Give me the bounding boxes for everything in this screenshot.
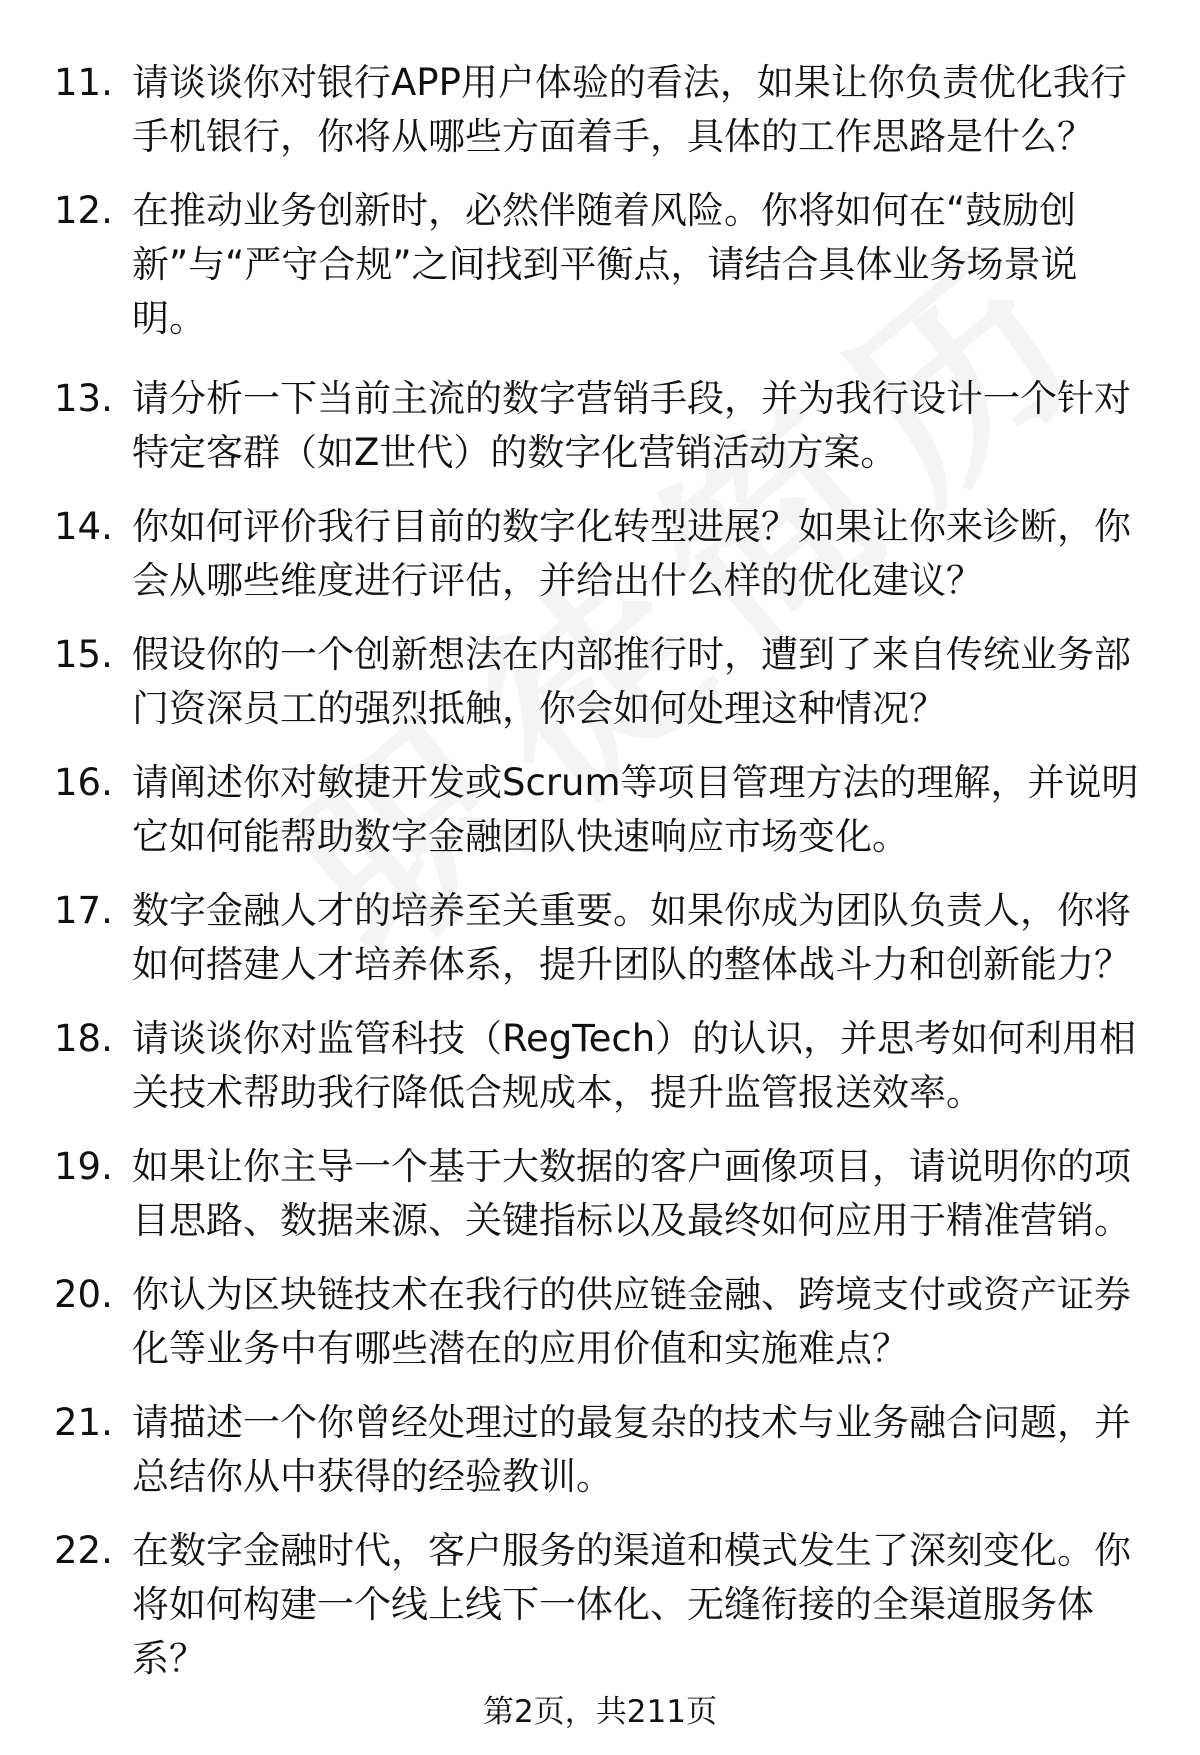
question-item [0,184,1200,346]
question-item [0,1396,1200,1504]
question-text: 如果让你主导一个基于大数据的客户画像项目，请说明你的项目思路、数据来源、关键指标以及最终如何应用于精准营销。 [132,1145,1131,1242]
question-number: 22. [54,1529,113,1572]
question-number: 17. [54,889,113,932]
question-item [0,372,1200,480]
question-number: 16. [54,761,113,804]
question-item [0,628,1200,736]
question-text: 在推动业务创新时，必然伴随着风险。你将如何在“鼓励创新”与“严守合规”之间找到平衡点，请结合具体业务场景说明。 [132,189,1078,340]
question-number: 12. [54,189,113,232]
question-text: 在数字金融时代，客户服务的渠道和模式发生了深刻变化。你将如何构建一个线上线下一体化、无缝衔接的全渠道服务体系？ [132,1529,1131,1680]
question-text: 请阐述你对敏捷开发或Scrum等项目管理方法的理解，并说明它如何能帮助数字金融团队快速响应市场变化。 [132,761,1139,858]
question-number: 21. [54,1401,113,1444]
question-number: 13. [54,377,113,420]
question-item [0,500,1200,608]
question-item [0,1268,1200,1376]
question-item [0,756,1200,864]
question-list [0,56,1200,1706]
question-text: 请谈谈你对银行APP用户体验的看法，如果让你负责优化我行手机银行，你将从哪些方面着手，具体的工作思路是什么？ [132,61,1127,158]
question-text: 请分析一下当前主流的数字营销手段，并为我行设计一个针对特定客群（如Z世代）的数字化营销活动方案。 [132,377,1131,474]
question-item [0,1140,1200,1248]
question-number: 18. [54,1017,113,1060]
question-text: 你认为区块链技术在我行的供应链金融、跨境支付或资产证券化等业务中有哪些潜在的应用价值和实施难点？ [132,1273,1131,1370]
question-item [0,1524,1200,1686]
question-text: 假设你的一个创新想法在内部推行时，遭到了来自传统业务部门资深员工的强烈抵触，你会如何处理这种情况？ [132,633,1131,730]
page-indicator: 第2页，共211页 [483,1694,717,1730]
question-item [0,56,1200,164]
question-number: 11. [54,61,113,104]
question-item [0,1012,1200,1120]
question-number: 15. [54,633,113,676]
question-number: 14. [54,505,113,548]
question-number: 20. [54,1273,113,1316]
question-text: 请描述一个你曾经处理过的最复杂的技术与业务融合问题，并总结你从中获得的经验教训。 [132,1401,1131,1498]
question-text: 你如何评价我行目前的数字化转型进展？如果让你来诊断，你会从哪些维度进行评估，并给出什么样的优化建议？ [132,505,1131,602]
question-number: 19. [54,1145,113,1188]
question-text: 数字金融人才的培养至关重要。如果你成为团队负责人，你将如何搭建人才培养体系，提升团队的整体战斗力和创新能力？ [132,889,1131,986]
question-item [0,884,1200,992]
question-text: 请谈谈你对监管科技（RegTech）的认识，并思考如何利用相关技术帮助我行降低合规成本，提升监管报送效率。 [132,1017,1137,1114]
